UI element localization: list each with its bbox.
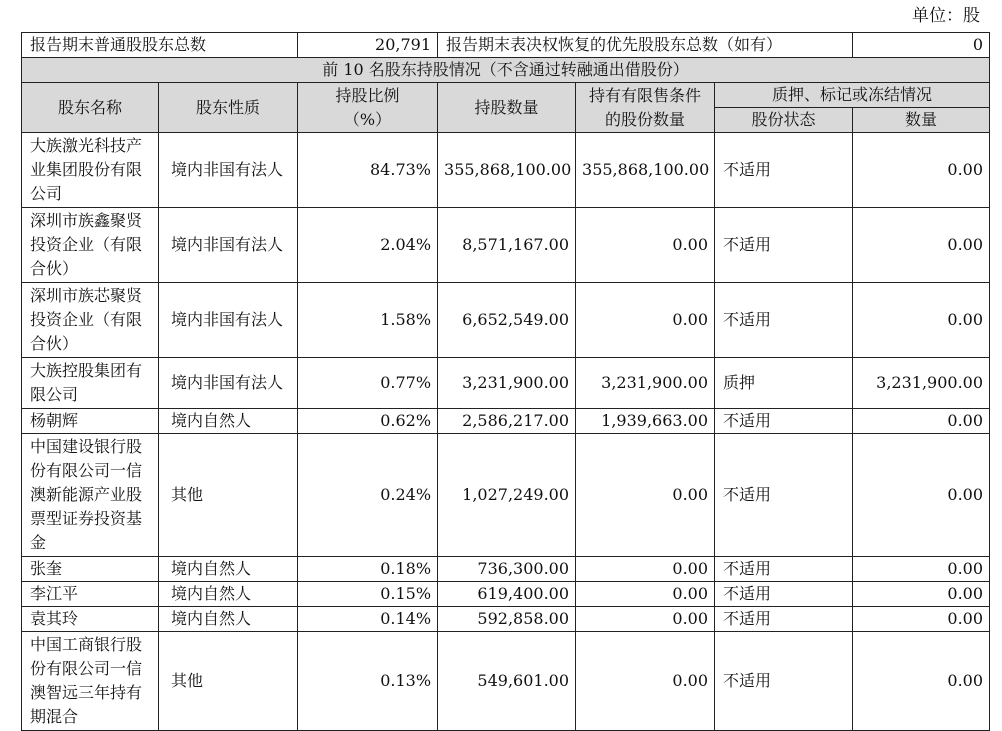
holding-ratio: 0.24%	[298, 434, 438, 557]
common-holders-label: 报告期末普通股股东总数	[22, 33, 298, 58]
holding-amount: 8,571,167.00	[438, 208, 576, 283]
holding-ratio: 0.14%	[298, 607, 438, 632]
section-title: 前 10 名股东持股情况（不含通过转融通出借股份）	[22, 58, 990, 83]
pledge-qty: 0.00	[853, 283, 990, 358]
pledge-status: 不适用	[715, 434, 853, 557]
shareholder-name: 中国工商银行股份有限公司一信澳智远三年持有期混合	[22, 632, 159, 731]
shareholder-name: 深圳市族芯聚贤投资企业（有限合伙）	[22, 283, 159, 358]
summary-row	[22, 33, 990, 58]
holding-amount: 736,300.00	[438, 557, 576, 582]
pledge-status: 不适用	[715, 557, 853, 582]
header-pledge-qty: 数量	[853, 108, 990, 133]
header-row-1	[22, 83, 990, 108]
shareholder-nature: 境内非国有法人	[159, 358, 298, 409]
pref-holders-label: 报告期末表决权恢复的优先股股东总数（如有）	[438, 33, 853, 58]
section-title-row	[22, 58, 990, 83]
header-nature: 股东性质	[159, 83, 298, 133]
shareholder-nature: 境内自然人	[159, 582, 298, 607]
shareholder-name: 杨朝辉	[22, 409, 159, 434]
pledge-status: 不适用	[715, 607, 853, 632]
shareholder-nature: 境内非国有法人	[159, 133, 298, 208]
holding-amount: 6,652,549.00	[438, 283, 576, 358]
header-ratio: 持股比例（%）	[298, 83, 438, 133]
pledge-qty: 0.00	[853, 582, 990, 607]
table-row	[22, 358, 990, 409]
unit-label: 单位：股	[912, 6, 980, 26]
pledge-qty: 0.00	[853, 557, 990, 582]
shareholder-nature: 其他	[159, 434, 298, 557]
holding-ratio: 1.58%	[298, 283, 438, 358]
table-row	[22, 557, 990, 582]
restricted-shares: 355,868,100.00	[576, 133, 715, 208]
table-row	[22, 208, 990, 283]
pledge-qty: 0.00	[853, 434, 990, 557]
holding-amount: 2,586,217.00	[438, 409, 576, 434]
table-row	[22, 434, 990, 557]
shareholder-nature: 境内非国有法人	[159, 283, 298, 358]
shareholder-nature: 其他	[159, 632, 298, 731]
holding-ratio: 0.15%	[298, 582, 438, 607]
shareholder-name: 大族控股集团有限公司	[22, 358, 159, 409]
restricted-shares: 0.00	[576, 607, 715, 632]
restricted-shares: 0.00	[576, 283, 715, 358]
holding-ratio: 0.18%	[298, 557, 438, 582]
header-amount: 持股数量	[438, 83, 576, 133]
holding-amount: 3,231,900.00	[438, 358, 576, 409]
pledge-status: 不适用	[715, 133, 853, 208]
pledge-qty: 0.00	[853, 607, 990, 632]
restricted-shares: 0.00	[576, 557, 715, 582]
pledge-status: 不适用	[715, 283, 853, 358]
shareholder-name: 袁其玲	[22, 607, 159, 632]
header-pledge-group: 质押、标记或冻结情况	[715, 83, 990, 108]
shareholder-name: 深圳市族鑫聚贤投资企业（有限合伙）	[22, 208, 159, 283]
holding-ratio: 0.13%	[298, 632, 438, 731]
table-row	[22, 632, 990, 731]
shareholder-nature: 境内非国有法人	[159, 208, 298, 283]
header-name: 股东名称	[22, 83, 159, 133]
restricted-shares: 0.00	[576, 632, 715, 731]
holding-ratio: 0.62%	[298, 409, 438, 434]
restricted-shares: 0.00	[576, 208, 715, 283]
holding-amount: 619,400.00	[438, 582, 576, 607]
restricted-shares: 1,939,663.00	[576, 409, 715, 434]
pledge-qty: 0.00	[853, 409, 990, 434]
header-restricted: 持有有限售条件的股份数量	[576, 83, 715, 133]
holding-amount: 1,027,249.00	[438, 434, 576, 557]
header-pledge-status: 股份状态	[715, 108, 853, 133]
table-row	[22, 133, 990, 208]
holding-ratio: 84.73%	[298, 133, 438, 208]
holding-ratio: 2.04%	[298, 208, 438, 283]
table-row	[22, 607, 990, 632]
pledge-qty: 3,231,900.00	[853, 358, 990, 409]
shareholder-name: 李江平	[22, 582, 159, 607]
pledge-qty: 0.00	[853, 632, 990, 731]
holding-ratio: 0.77%	[298, 358, 438, 409]
pledge-status: 不适用	[715, 208, 853, 283]
table-row	[22, 283, 990, 358]
holding-amount: 592,858.00	[438, 607, 576, 632]
shareholder-nature: 境内自然人	[159, 409, 298, 434]
table-row	[22, 582, 990, 607]
shareholder-nature: 境内自然人	[159, 557, 298, 582]
pledge-status: 不适用	[715, 409, 853, 434]
pledge-status: 不适用	[715, 582, 853, 607]
shareholder-name: 张奎	[22, 557, 159, 582]
shareholder-table	[21, 32, 990, 731]
pref-holders-value: 0	[853, 33, 990, 58]
shareholder-name: 中国建设银行股份有限公司一信澳新能源产业股票型证券投资基金	[22, 434, 159, 557]
common-holders-value: 20,791	[298, 33, 438, 58]
pledge-qty: 0.00	[853, 133, 990, 208]
pledge-status: 不适用	[715, 632, 853, 731]
holding-amount: 355,868,100.00	[438, 133, 576, 208]
shareholder-name: 大族激光科技产业集团股份有限公司	[22, 133, 159, 208]
restricted-shares: 0.00	[576, 434, 715, 557]
pledge-qty: 0.00	[853, 208, 990, 283]
shareholder-nature: 境内自然人	[159, 607, 298, 632]
pledge-status: 质押	[715, 358, 853, 409]
table-row	[22, 409, 990, 434]
restricted-shares: 3,231,900.00	[576, 358, 715, 409]
holding-amount: 549,601.00	[438, 632, 576, 731]
restricted-shares: 0.00	[576, 582, 715, 607]
